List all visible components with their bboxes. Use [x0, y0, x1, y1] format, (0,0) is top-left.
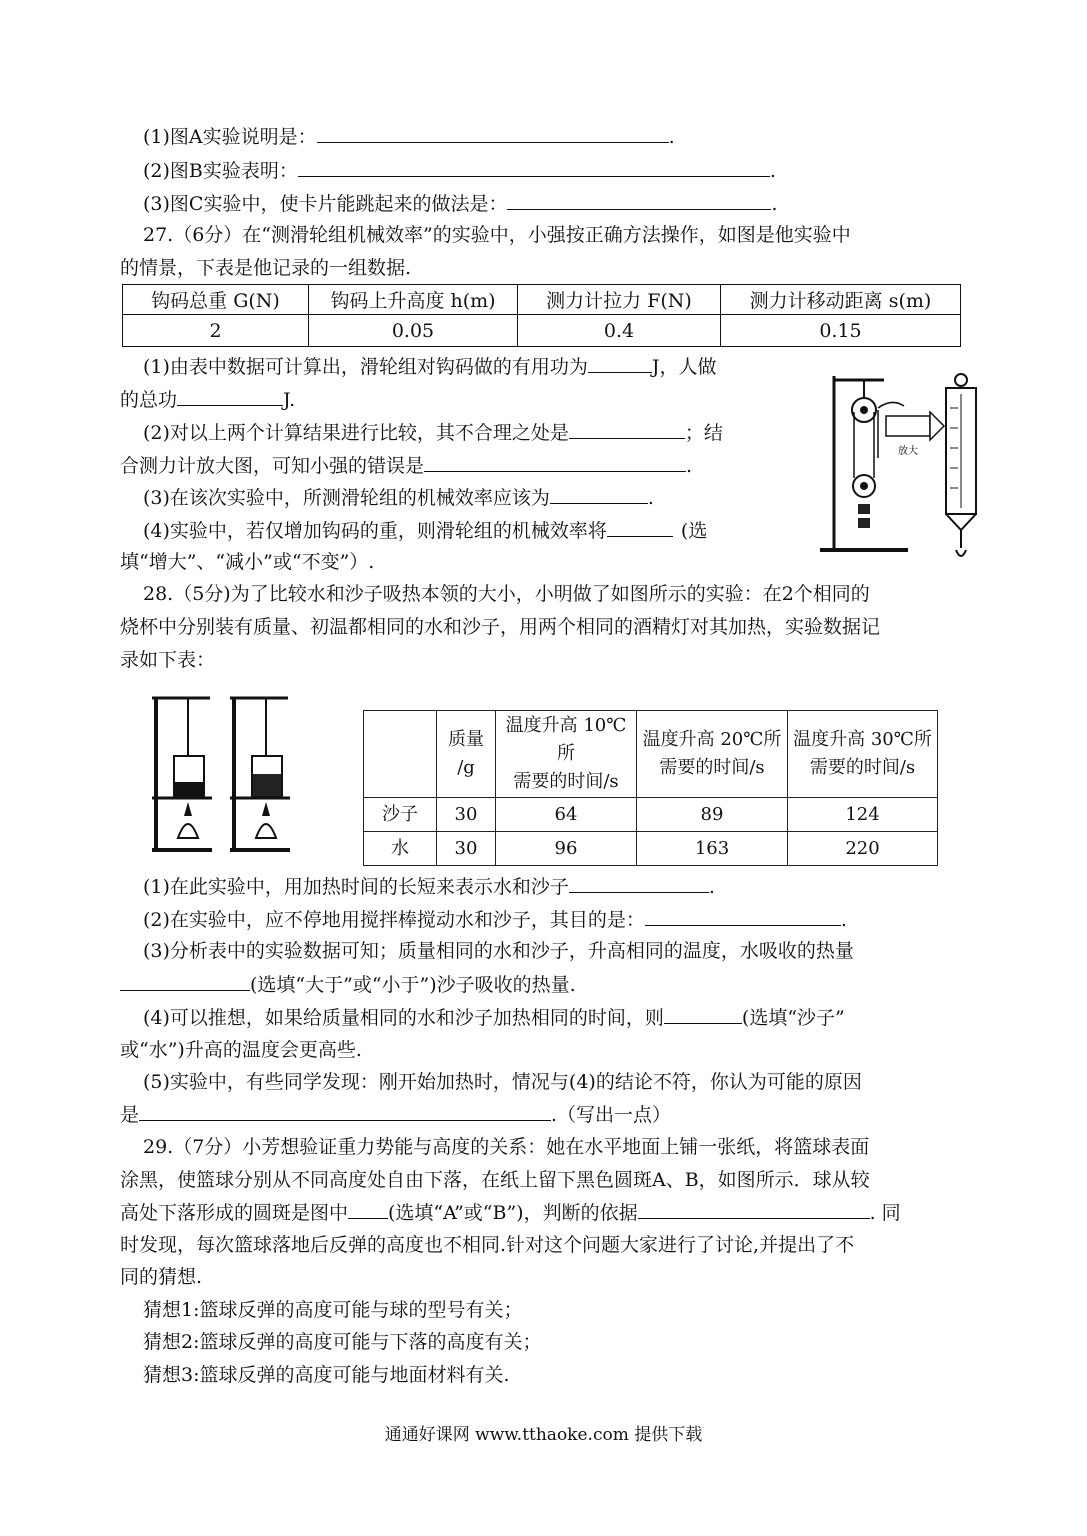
row-t30: 124 [788, 798, 938, 832]
q28-p4-text-a: (4)可以推想，如果给质量相同的水和沙子加热相同的时间，则 [143, 1007, 664, 1029]
header-line: 需要的时间/s [809, 757, 916, 778]
q26-s3-text: (3)图C实验中，使卡片能跳起来的做法是： [143, 193, 508, 215]
alcohol-lamp-1 [178, 824, 198, 838]
period: . [668, 126, 675, 148]
q28-intro-3: 录如下表： [120, 649, 216, 671]
q27-header-h: 钩码上升高度 h(m) [309, 285, 518, 315]
header-line: 质量 [448, 729, 484, 750]
q27-p4-text-a: (4)实验中，若仅增加钩码的重，则滑轮组的机械效率将 [143, 520, 607, 542]
row-mass: 30 [437, 832, 496, 866]
q28-p3-text-b: (选填“大于”或“小于”)沙子吸收的热量. [250, 974, 576, 996]
q28-header-t30 [788, 711, 938, 798]
q28-p2-blank[interactable] [645, 905, 841, 926]
q29-spot-blank[interactable] [348, 1198, 388, 1219]
q29-line-2: 涂黑，使篮球分别从不同高度处自由下落，在纸上留下黑色圆斑A、B，如图所示．球从较 [120, 1169, 870, 1191]
q28-p5-text-b: 是 [120, 1104, 140, 1126]
water-beaker-setup [230, 698, 290, 850]
q29-line-5: 同的猜想. [120, 1266, 203, 1288]
q28-p5-text-c: .（写出一点） [551, 1104, 672, 1126]
weight-1 [858, 504, 870, 514]
row-name: 水 [364, 832, 437, 866]
q28-data-table [363, 710, 938, 866]
q27-value-s: 0.15 [721, 315, 961, 347]
q29-l3-text-b: (选填“A”或“B”)，判断的依据 [388, 1202, 638, 1224]
q27-header-F: 测力计拉力 F(N) [518, 285, 721, 315]
header-line: 需要的时间/s [513, 771, 619, 792]
beakers-figure [148, 690, 298, 860]
q27-value-F: 0.4 [518, 315, 721, 347]
period: . [840, 909, 847, 931]
q27-p1-text-a: (1)由表中数据可计算出，滑轮组对钩码做的有用功为 [143, 356, 588, 378]
q26-s3-blank[interactable] [507, 189, 771, 210]
row-t30: 220 [788, 832, 938, 866]
q27-mistake-blank[interactable] [424, 451, 686, 472]
q29-line-4: 时发现，每次篮球落地后反弹的高度也不相同.针对这个问题大家进行了讨论,并提出了不 [120, 1234, 855, 1256]
q28-p5-blank[interactable] [139, 1100, 551, 1121]
q27-p1-line-1 [143, 352, 717, 381]
q27-total-work-blank[interactable] [177, 385, 283, 406]
q29-line-3 [120, 1198, 901, 1227]
q26-s1-blank[interactable] [317, 122, 669, 143]
period: . [769, 160, 776, 182]
q26-line-1 [143, 122, 675, 151]
q29-line-1: 29.（7分）小芳想验证重力势能与高度的关系：她在水平地面上铺一张纸，将篮球表面 [143, 1136, 870, 1158]
row-name: 沙子 [364, 798, 437, 832]
magnify-arrow-icon [886, 416, 930, 436]
weight-2 [858, 518, 870, 528]
q28-p4-line-2: 或“水”)升高的温度会更高些. [120, 1039, 362, 1061]
q27-header-s: 测力计移动距离 s(m) [721, 285, 961, 315]
period: . [686, 455, 693, 477]
q27-p4-line-1 [143, 516, 707, 545]
period: . [771, 193, 778, 215]
q28-p3-line-2 [120, 970, 576, 999]
hook-icon [956, 550, 966, 556]
flame-icon [184, 802, 192, 816]
q29-guess-2: 猜想2:篮球反弹的高度可能与下落的高度有关； [143, 1331, 542, 1353]
q26-s2-blank[interactable] [298, 156, 770, 177]
q27-p1-line-2 [120, 385, 295, 414]
q28-header-t20 [637, 711, 788, 798]
q27-p4-line-2: 填“增大”、“减小”或“不变”）. [120, 551, 375, 573]
q27-efficiency-change-blank[interactable] [607, 516, 673, 537]
q28-p1-text: (1)在此实验中，用加热时间的长短来表示水和沙子 [143, 876, 569, 898]
q28-p4-text-b: (选填“沙子” [741, 1007, 845, 1029]
q28-p1-line [143, 872, 715, 901]
q27-p1-text-d: J. [283, 389, 296, 411]
fig-label: 放大 [898, 446, 918, 457]
period: . [708, 876, 715, 898]
q26-s1-text: (1)图A实验说明是： [143, 126, 317, 148]
q27-unreasonable-blank[interactable] [569, 418, 685, 439]
q28-p5-line-2 [120, 1100, 671, 1129]
table-row [364, 832, 938, 866]
q27-p3-line [143, 483, 654, 512]
row-t20: 89 [637, 798, 788, 832]
q27-p1-text-b: J，人做 [651, 356, 717, 378]
sand-beaker-setup [152, 698, 212, 850]
q27-efficiency-blank[interactable] [550, 483, 648, 504]
q29-basis-blank[interactable] [638, 1198, 870, 1219]
q27-p2-line-1 [143, 418, 723, 447]
hand-icon [878, 402, 904, 408]
q28-p3-blank[interactable] [120, 970, 250, 991]
row-t10: 64 [496, 798, 637, 832]
q27-p2-line-2 [120, 451, 692, 480]
header-line: 温度升高 10℃所 [505, 715, 627, 764]
q27-header-G: 钩码总重 G(N) [123, 285, 309, 315]
q27-p3-text: (3)在该次实验中，所测滑轮组的机械效率应该为 [143, 487, 550, 509]
q28-header-mass [437, 711, 496, 798]
q27-intro-2: 的情景，下表是他记录的一组数据. [120, 257, 412, 279]
q28-p3-line-1: (3)分析表中的实验数据可知；质量相同的水和沙子，升高相同的温度，水吸收的热量 [143, 940, 854, 962]
q28-p4-line-1 [143, 1003, 845, 1032]
q28-intro-2: 烧杯中分别装有质量、初温都相同的水和沙子，用两个相同的酒精灯对其加热，实验数据记 [120, 616, 881, 638]
q27-p2-text-c: 合测力计放大图，可知小强的错误是 [120, 455, 425, 477]
q27-value-G: 2 [123, 315, 309, 347]
q29-guess-3: 猜想3:篮球反弹的高度可能与地面材料有关. [143, 1364, 510, 1386]
row-t10: 96 [496, 832, 637, 866]
table-row [364, 798, 938, 832]
q28-p4-blank[interactable] [664, 1003, 742, 1024]
header-line: 温度升高 30℃所 [793, 729, 932, 750]
q26-s2-text: (2)图B实验表明： [143, 160, 298, 182]
q27-p4-text-b: (选 [680, 520, 708, 542]
q27-p1-text-c: 的总功 [120, 389, 178, 411]
q29-l3-text-a: 高处下落形成的圆斑是图中 [120, 1202, 349, 1224]
header-line: 温度升高 20℃所 [642, 729, 782, 750]
alcohol-lamp-2 [256, 824, 276, 838]
q28-p2-text: (2)在实验中，应不停地用搅拌棒搅动水和沙子，其目的是： [143, 909, 645, 931]
q26-line-2 [143, 156, 776, 185]
pulley-figure [812, 368, 996, 568]
period: . [647, 487, 654, 509]
q27-p2-text-b: ；结 [684, 422, 723, 444]
q29-l3-text-c: . 同 [869, 1202, 901, 1224]
q28-p5-line-1: (5)实验中，有些同学发现：刚开始加热时，情况与(4)的结论不符，你认为可能的原因 [143, 1071, 862, 1093]
header-line: 需要的时间/s [659, 757, 765, 778]
q29-guess-1: 猜想1:篮球反弹的高度可能与球的型号有关； [143, 1299, 523, 1321]
q28-p2-line [143, 905, 847, 934]
q27-p2-text-a: (2)对以上两个计算结果进行比较，其不合理之处是 [143, 422, 569, 444]
q27-intro-1: 27.（6分）在“测滑轮组机械效率”的实验中，小强按正确方法操作，如图是他实验中 [143, 224, 851, 246]
flame-icon [262, 802, 270, 816]
q27-value-h: 0.05 [309, 315, 518, 347]
row-t20: 163 [637, 832, 788, 866]
q26-line-3 [143, 189, 778, 218]
q28-intro-1: 28.（5分)为了比较水和沙子吸热本领的大小，小明做了如图所示的实验：在2个相同的 [143, 583, 870, 605]
q28-header-t10 [496, 711, 637, 798]
page-footer: 通通好课网 www.tthaoke.com 提供下载 [384, 1425, 703, 1445]
q28-header-blank [364, 711, 437, 798]
q28-p1-blank[interactable] [569, 872, 709, 893]
q27-useful-work-blank[interactable] [588, 352, 652, 373]
q27-data-table [122, 284, 961, 347]
row-mass: 30 [437, 798, 496, 832]
header-line: /g [457, 757, 475, 778]
